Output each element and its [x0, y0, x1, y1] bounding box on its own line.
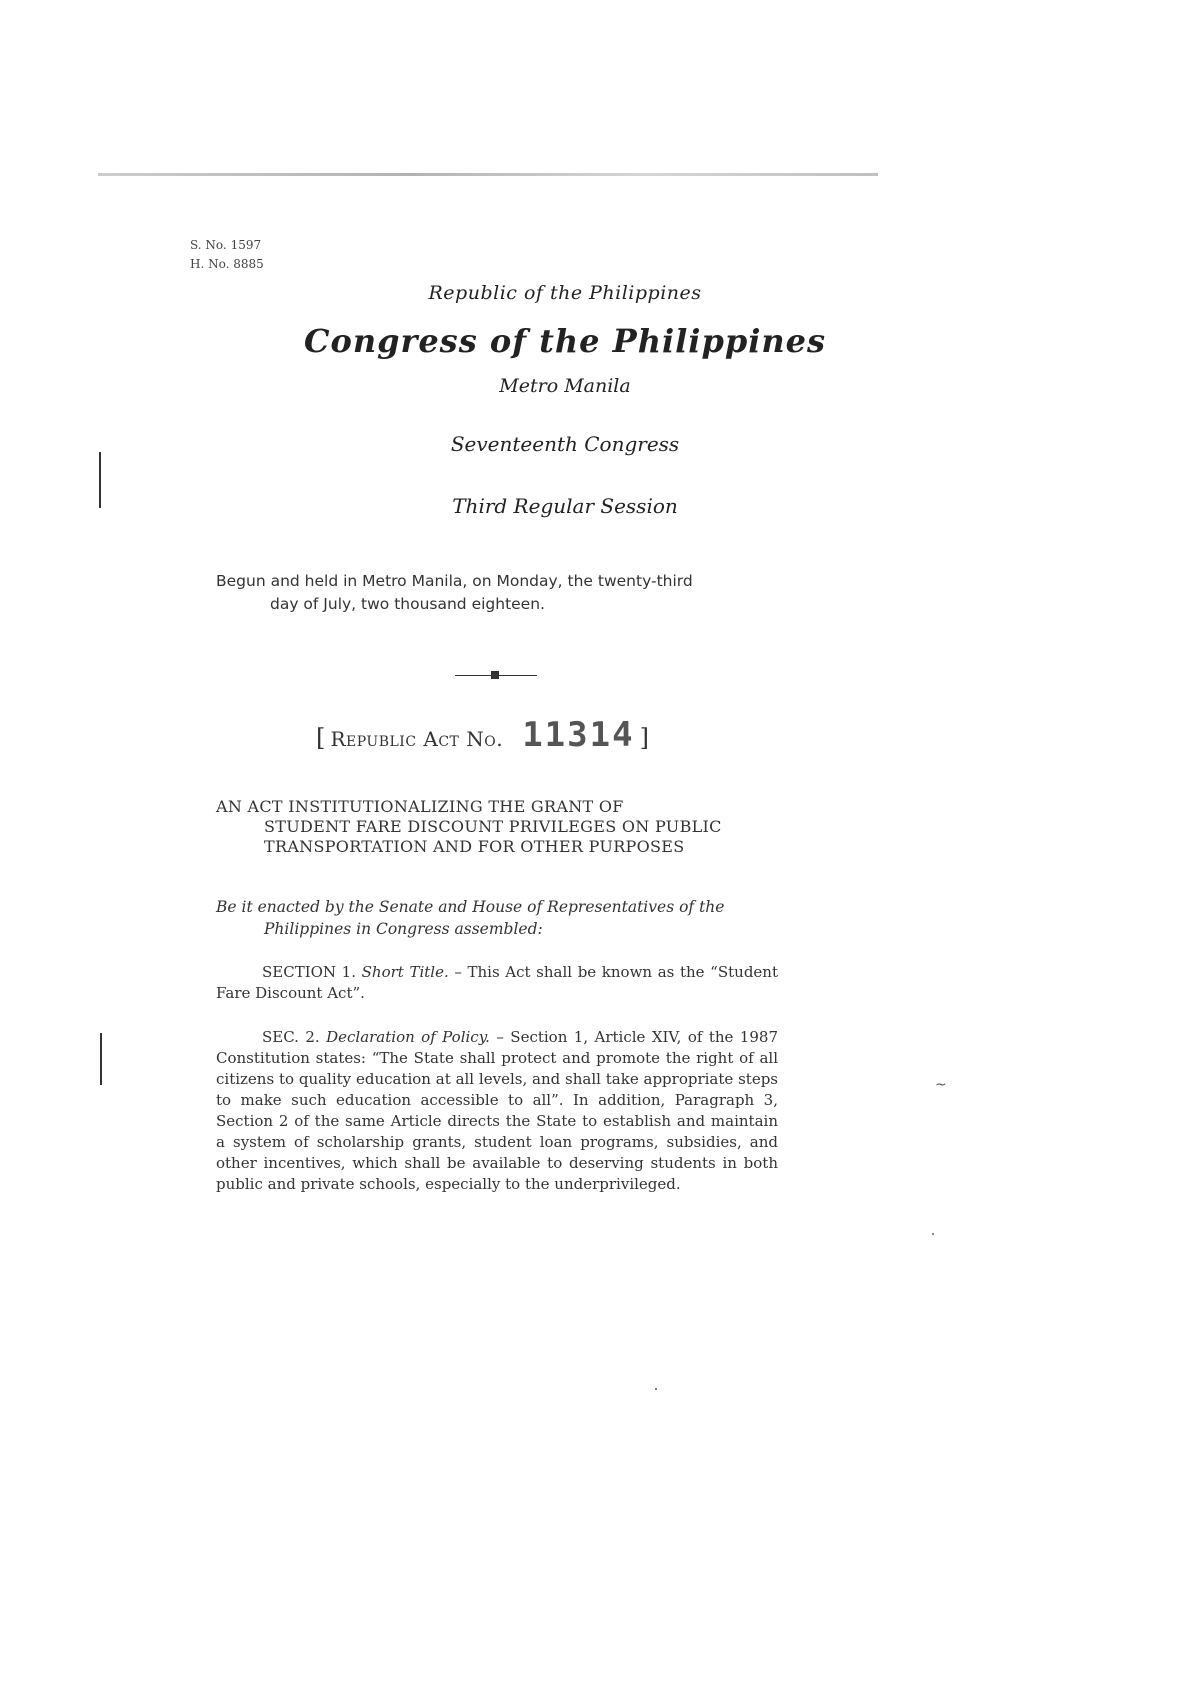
- header-congress-number: Seventeenth Congress: [450, 432, 680, 456]
- section-2: [216, 1027, 778, 1195]
- section-1: [216, 962, 778, 1004]
- house-bill-number: H. No. 8885: [190, 257, 264, 271]
- open-bracket: [: [316, 724, 326, 752]
- close-bracket: ]: [639, 724, 650, 752]
- republic-act-number: 11314: [522, 715, 635, 755]
- act-title: [216, 797, 786, 857]
- republic-act-heading: [316, 715, 649, 755]
- act-title-line-2: STUDENT FARE DISCOUNT PRIVILEGES ON PUBLIC: [264, 817, 722, 836]
- header-congress: Congress of the Philippines: [304, 322, 826, 360]
- enacting-clause: [216, 896, 786, 940]
- section-body: – Section 1, Article XIV, of the 1987 Constitution states: “The State shall protect and promote the right of all citizens to quality education at all levels, and shall take appropriate steps to make such education accessible to all”. In addition, Paragraph 3, Section 2 of the same Article directs the State to establish and maintain a system of scholarship grants, student loan programs, subsidies, and other incentives, which shall be available to deserving students in both public and private schools, especially to the underprivileged.: [216, 1028, 778, 1193]
- convening-line-1: Begun and held in Metro Manila, on Monday, the twenty-third: [216, 572, 693, 590]
- section-label: SECTION 1.: [262, 963, 356, 981]
- scan-speck: [655, 1388, 657, 1390]
- republic-act-label: Republic Act No.: [330, 727, 504, 751]
- enacting-line-1: Be it enacted by the Senate and House of Representatives of the: [216, 898, 725, 916]
- section-heading: Short Title.: [361, 963, 449, 981]
- scan-speck: ~: [935, 1077, 947, 1093]
- header-session: Third Regular Session: [452, 494, 678, 518]
- section-heading: Declaration of Policy.: [326, 1028, 490, 1046]
- section-body: – This Act shall be known as the “Student Fare Discount Act”.: [216, 963, 778, 1002]
- section-label: SEC. 2.: [262, 1028, 320, 1046]
- senate-bill-number: S. No. 1597: [190, 238, 262, 252]
- scan-margin-mark: [100, 1033, 102, 1085]
- header-location: Metro Manila: [499, 375, 631, 397]
- header-republic: Republic of the Philippines: [428, 282, 702, 304]
- scan-speck: [932, 1233, 934, 1235]
- convening-line-2: day of July, two thousand eighteen.: [270, 595, 545, 613]
- bill-numbers: [190, 236, 264, 274]
- act-title-line-3: TRANSPORTATION AND FOR OTHER PURPOSES: [264, 837, 685, 856]
- divider-ornament-icon: [491, 671, 499, 679]
- enacting-line-2: Philippines in Congress assembled:: [264, 920, 543, 938]
- convening-statement: [216, 570, 786, 616]
- ornament-divider: [455, 668, 537, 684]
- act-title-line-1: AN ACT INSTITUTIONALIZING THE GRANT OF: [216, 797, 624, 816]
- scan-top-rule: [98, 173, 878, 176]
